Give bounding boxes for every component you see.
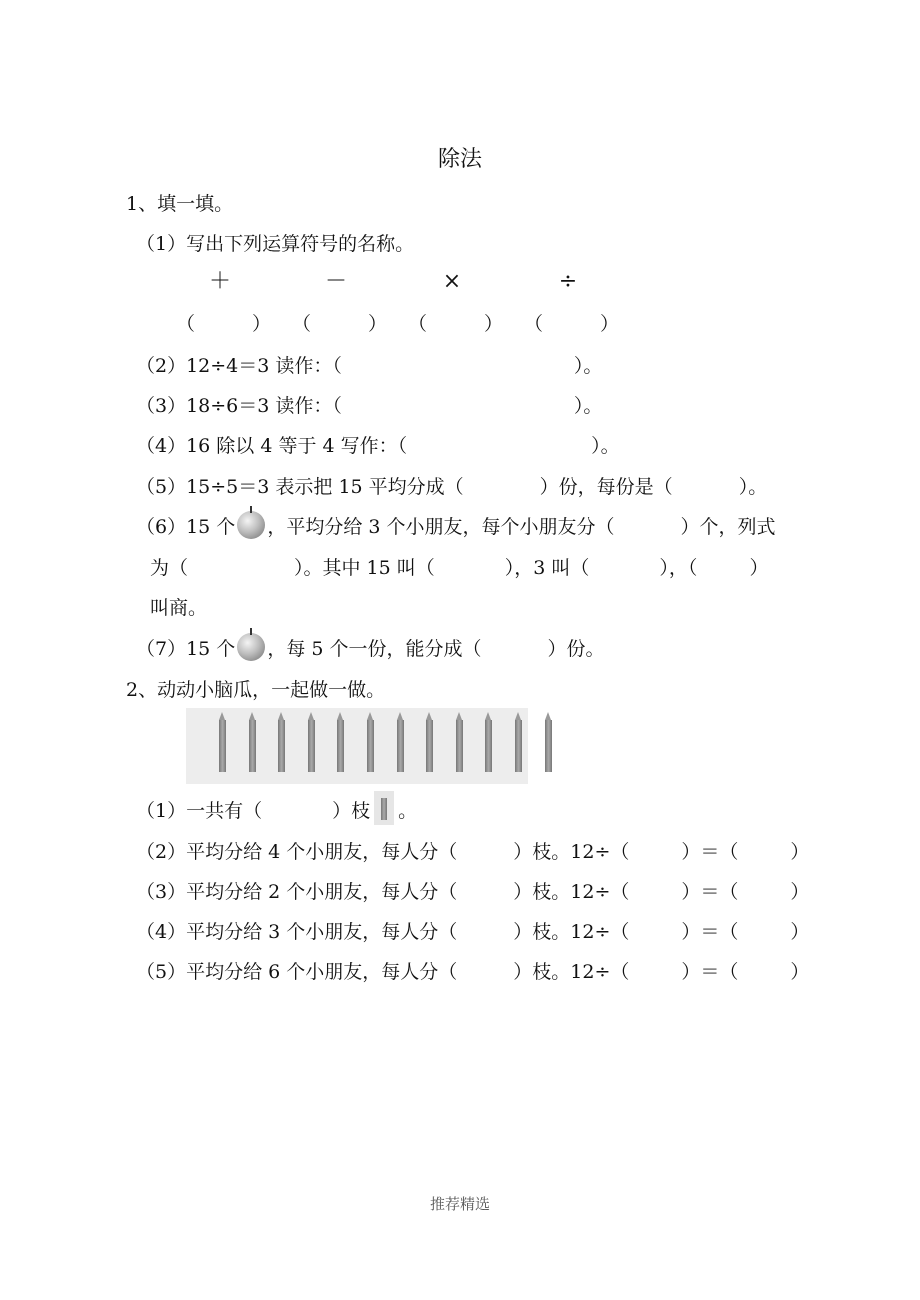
pencil-icon — [219, 720, 226, 772]
question-2-5: （5）平均分给 6 个小朋友，每人分（ ）枝。12÷（ ）＝（ ） — [136, 961, 810, 983]
answer-blank[interactable]: （ ） — [524, 313, 620, 335]
question-1-1: （1）写出下列运算符号的名称。 — [136, 233, 415, 255]
pencil-icon — [249, 720, 256, 772]
page-title: 除法 — [437, 147, 482, 172]
divide-sign: ÷ — [558, 269, 578, 294]
answer-blank[interactable]: （ ） — [408, 313, 504, 335]
answer-blank[interactable]: （ ） — [176, 313, 272, 335]
pencil-icon — [367, 720, 374, 772]
question-1-6: （6）15 个 ，平均分给 3 个小朋友，每个小朋友分（ ）个，列式 — [136, 515, 776, 539]
pencil-icon — [374, 791, 394, 825]
question-2-4: （4）平均分给 3 个小朋友，每人分（ ）枝。12÷（ ）＝（ ） — [136, 921, 810, 943]
question-2-3: （3）平均分给 2 个小朋友，每人分（ ）枝。12÷（ ）＝（ ） — [136, 881, 810, 903]
section-2-heading: 2、动动小脑瓜，一起做一做。 — [126, 679, 386, 701]
pencil-icon — [515, 720, 522, 772]
question-1-6-line-2: 为（ ）。其中 15 叫（ ），3 叫（ ），（ ） — [150, 557, 769, 579]
question-1-5: （5）15÷5＝3 表示把 15 平均分成（ ）份，每份是（ ）。 — [136, 476, 768, 498]
operator-name-blanks — [0, 312, 920, 336]
pencil-icon — [545, 720, 552, 772]
plus-sign: ＋ — [208, 269, 231, 294]
question-1-7: （7）15 个 ，每 5 个一份，能分成（ ）份。 — [136, 637, 605, 661]
apple-icon — [237, 511, 265, 539]
question-2-1: （1）一共有（ ）枝 。 — [136, 799, 417, 825]
question-1-2: （2）12÷4＝3 读作：（ ）。 — [136, 355, 603, 377]
pencil-icon — [426, 720, 433, 772]
pencil-icon — [337, 720, 344, 772]
pencil-icon — [308, 720, 315, 772]
answer-blank[interactable]: （ ） — [292, 313, 388, 335]
pencil-icon — [485, 720, 492, 772]
pencil-strip — [186, 708, 528, 784]
section-1-heading: 1、填一填。 — [126, 193, 234, 215]
question-1-6-line-3: 叫商。 — [150, 597, 208, 619]
pencil-icon — [456, 720, 463, 772]
question-2-2: （2）平均分给 4 个小朋友，每人分（ ）枝。12÷（ ）＝（ ） — [136, 841, 810, 863]
apple-icon — [237, 633, 265, 661]
minus-sign: － — [324, 269, 347, 294]
times-sign: × — [442, 269, 462, 294]
pencil-icon — [397, 720, 404, 772]
footer-text: 推荐精选 — [429, 1195, 490, 1213]
operator-row — [0, 270, 920, 298]
question-1-3: （3）18÷6＝3 读作：（ ）。 — [136, 395, 603, 417]
question-1-4: （4）16 除以 4 等于 4 写作：（ ）。 — [136, 435, 620, 457]
pencil-icon — [278, 720, 285, 772]
